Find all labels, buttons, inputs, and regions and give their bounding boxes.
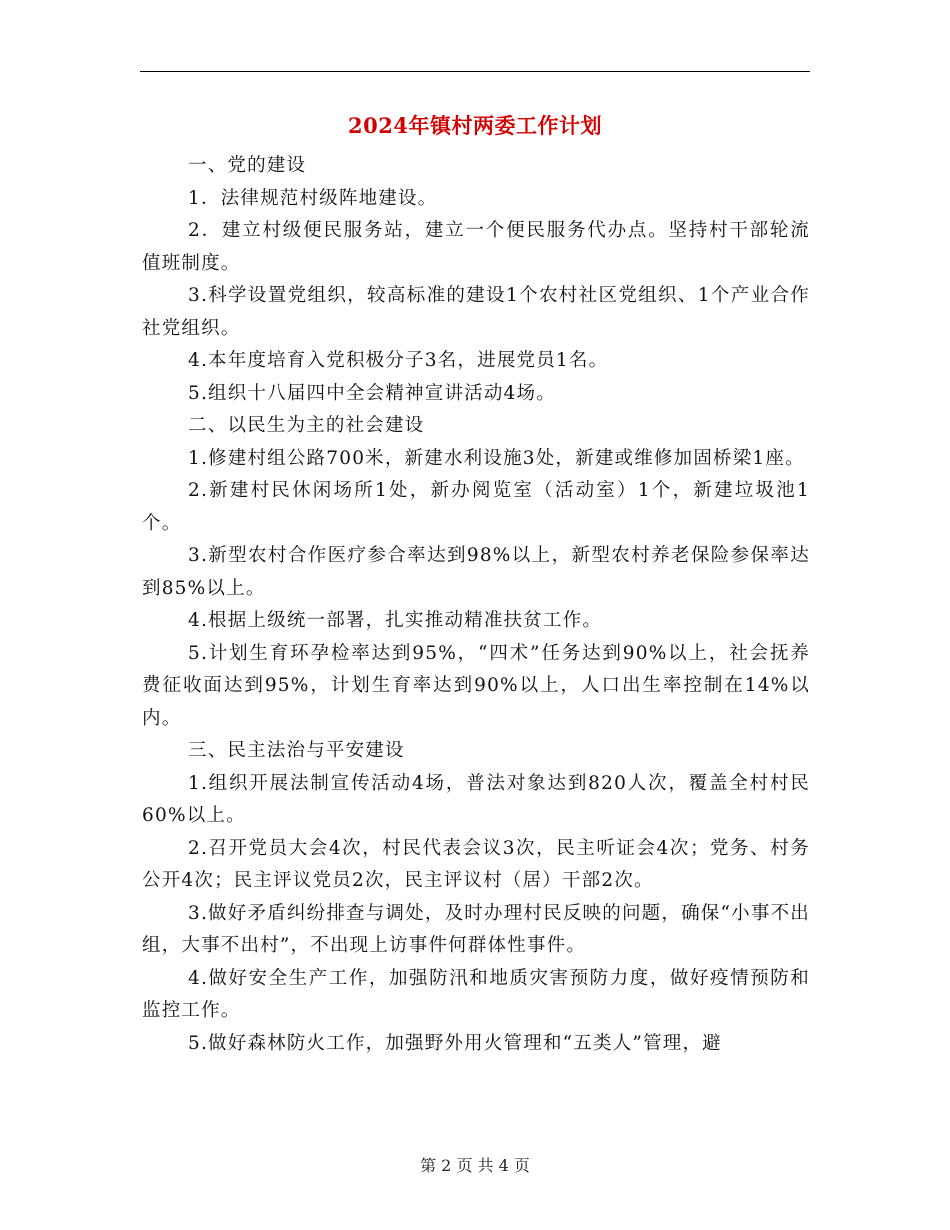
paragraph: 5.做好森林防火工作，加强野外用火管理和“五类人”管理，避 — [188, 1032, 722, 1054]
paragraph: 3.科学设置党组织，较高标准的建设1个农村社区党组织、1个产业合作社党组织。 — [142, 285, 810, 339]
paragraph: 2.新建村民休闲场所1处，新办阅览室（活动室）1个，新建垃圾池1个。 — [142, 480, 810, 534]
paragraph: 2．建立村级便民服务站，建立一个便民服务代办点。坚持村干部轮流值班制度。 — [142, 220, 810, 274]
page-number: 第 2 页 共 4 页 — [420, 1156, 530, 1175]
paragraph: 5.组织十八届四中全会精神宣讲活动4场。 — [188, 382, 556, 404]
paragraph: 1.修建村组公路700米，新建水利设施3处，新建或维修加固桥梁1座。 — [188, 447, 805, 469]
header-rule — [140, 71, 810, 72]
paragraph: 3.新型农村合作医疗参合率达到98%以上，新型农村养老保险参保率达到85%以上。 — [142, 545, 810, 599]
section-heading-rule-of-law: 三、民主法治与平安建设 — [188, 740, 405, 761]
section-heading-party-building: 一、党的建设 — [188, 155, 307, 176]
paragraph: 4.做好安全生产工作，加强防汛和地质灾害预防力度，做好疫情预防和监控工作。 — [142, 967, 810, 1021]
paragraph: 4.根据上级统一部署，扎实推动精准扶贫工作。 — [188, 610, 603, 631]
paragraph: 3.做好矛盾纠纷排查与调处，及时办理村民反映的问题，确保“小事不出组，大事不出村”，不出现上访事件何群体性事件。 — [142, 902, 810, 956]
paragraph: 5.计划生育环孕检率达到95%，“四术”任务达到90%以上，社会抚养费征收面达到95%，计划生育率达到90%以上，人口出生率控制在14%以内。 — [142, 642, 810, 729]
section-heading-livelihood: 二、以民生为主的社会建设 — [188, 415, 425, 436]
paragraph: 1.组织开展法制宣传活动4场，普法对象达到820人次，覆盖全村村民60%以上。 — [142, 772, 810, 826]
paragraph: 1．法律规范村级阵地建设。 — [188, 187, 438, 209]
document-body — [142, 150, 810, 1060]
document-title: 2024年镇村两委工作计划 — [348, 113, 602, 138]
paragraph: 2.召开党员大会4次，村民代表会议3次，民主听证会4次；党务、村务公开4次；民主评议党员2次，民主评议村（居）干部2次。 — [142, 837, 810, 891]
paragraph: 4.本年度培育入党积极分子3名，进展党员1名。 — [188, 350, 609, 371]
